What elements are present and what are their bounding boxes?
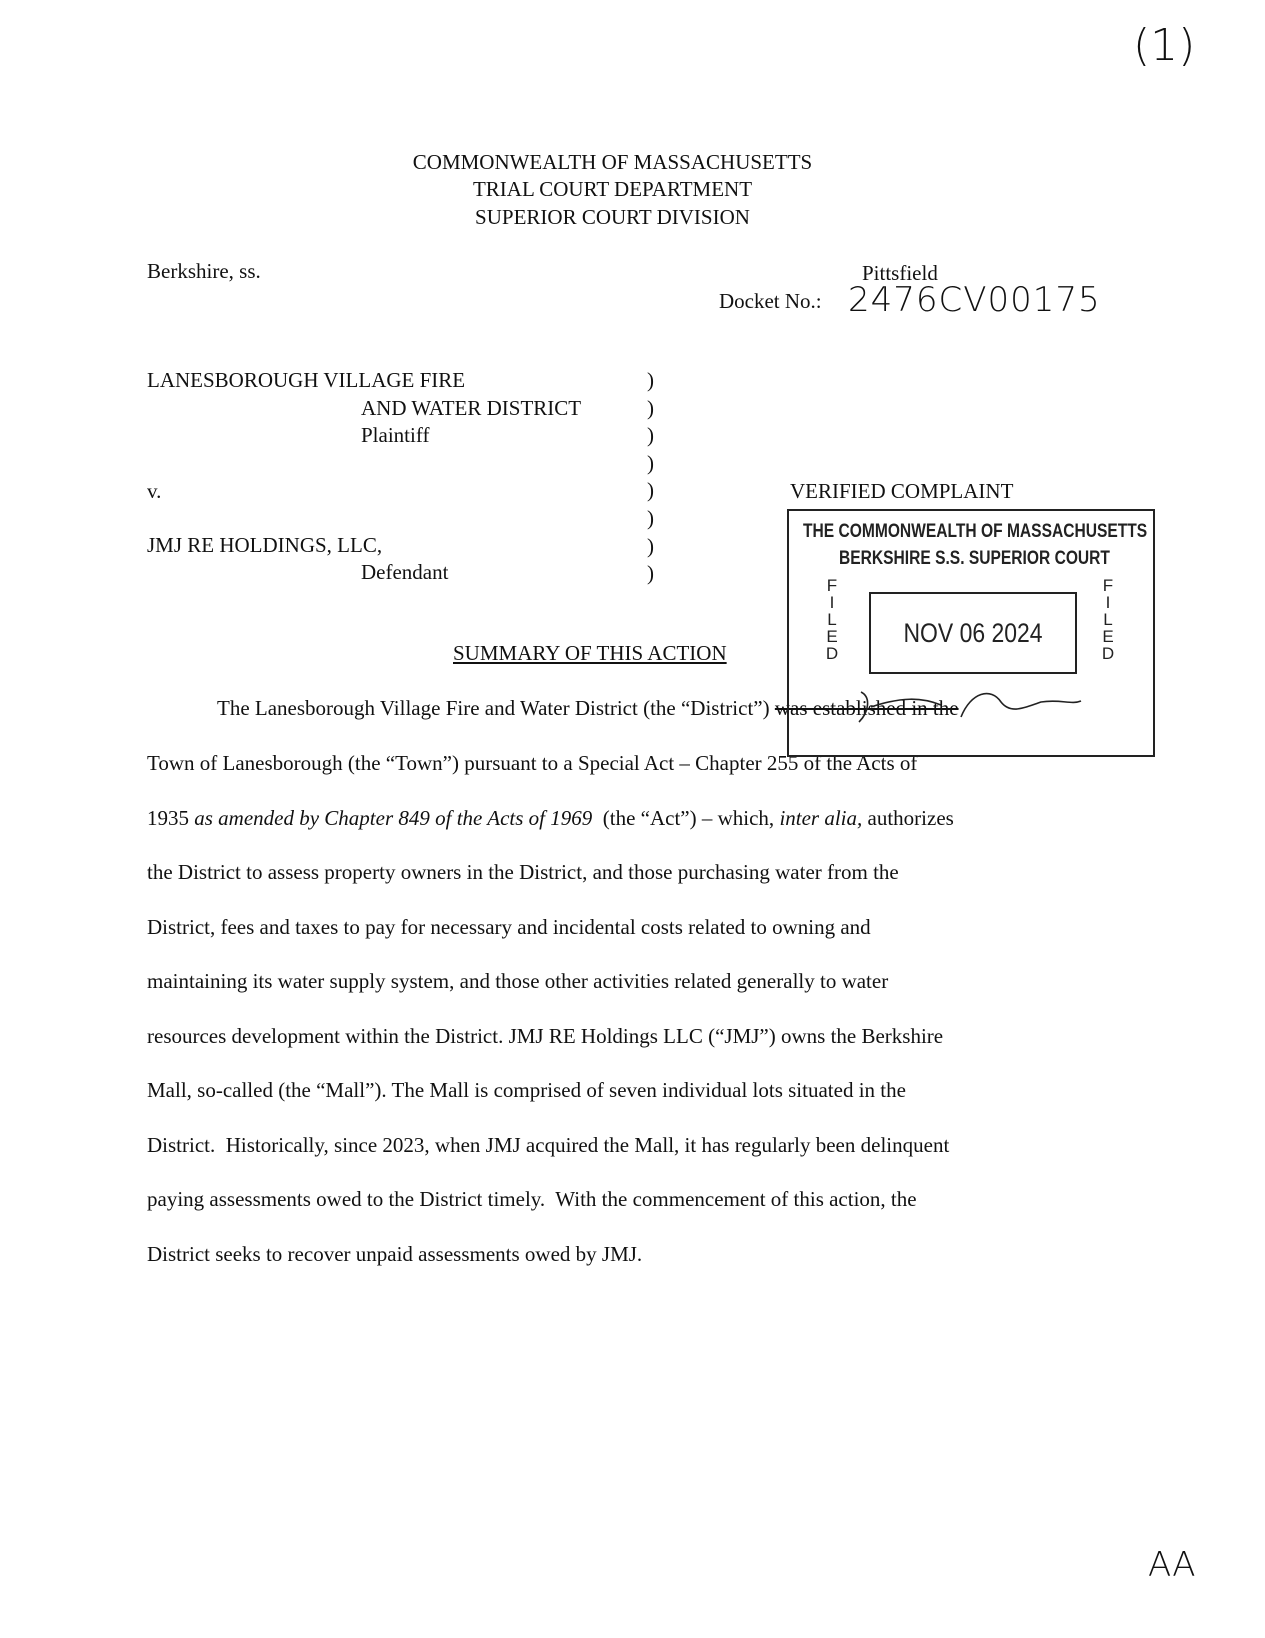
caption-paren: ) [647,450,654,475]
stamp-date: NOV 06 2024 [903,618,1043,648]
docket-label: Docket No.: [719,289,822,313]
body-line [147,915,871,940]
body-text: Mall, so-called (the “Mall”). The Mall is comprised of seven individual lots situated in the [147,1078,906,1102]
page-number-handwritten: (1) [1133,20,1196,71]
body-text: District. Historically, since 2023, when JMJ acquired the Mall, it has regularly been delinquent [147,1132,950,1157]
caption-paren: ) [647,423,654,448]
header-line: SUPERIOR COURT DIVISION [475,205,750,229]
plaintiff-name-cont: AND WATER DISTRICT [361,396,582,420]
body-text: District seeks to recover unpaid assessments owed by JMJ. [147,1241,643,1266]
body-text: (the “Act”) – which, [592,805,780,830]
italic-text: inter alia, [779,805,863,830]
plaintiff-name: LANESBOROUGH VILLAGE FIRE [147,368,466,392]
document-title: VERIFIED COMPLAINT [790,479,1014,503]
stamp-filed-letter: F [826,576,838,595]
body-line [147,1187,917,1212]
stamp-filed-right [1101,577,1115,662]
body-text: District, fees and taxes to pay for necessary and incidental costs related to owning and [147,914,871,939]
stamp-filed-letter: E [826,627,838,646]
defendant-name: JMJ RE HOLDINGS, LLC, [147,533,383,557]
body-text: maintaining its water supply system, and those other activities related generally to water [147,969,889,993]
body-line [147,1242,642,1267]
caption-paren: ) [647,395,654,420]
stamp-filed-letter: L [827,610,837,629]
docket-number-handwritten: 2476CV00175 [848,280,1101,320]
caption-paren: ) [647,478,654,503]
versus: v. [147,479,162,503]
body-line [147,806,954,831]
caption-paren: ) [647,533,654,558]
county: Berkshire, ss. [147,259,261,283]
body-text: 1935 [147,805,195,830]
stamp-date-box [869,592,1077,674]
stamp-filed-letter: I [1105,593,1111,612]
court-location: Pittsfield [862,261,938,285]
stamp-filed-letter: E [1102,627,1114,646]
caption-paren: ) [647,506,654,530]
defendant-role: Defendant [361,560,449,584]
struck-text: was established in the [774,696,959,720]
header-line: COMMONWEALTH OF MASSACHUSETTS [412,150,813,174]
plaintiff-role: Plaintiff [361,423,430,447]
stamp-line: BERKSHIRE S.S. SUPERIOR COURT [839,548,1110,569]
stamp-line: THE COMMONWEALTH OF MASSACHUSETTS [803,521,1148,542]
section-title: SUMMARY OF THIS ACTION [453,641,727,665]
body-text: resources development within the District. JMJ RE Holdings LLC (“JMJ”) owns the Berkshire [147,1023,944,1048]
body-text: authorizes [862,805,954,830]
body-line [147,1133,949,1158]
body-text: the District to assess property owners in the District, and those purchasing water from the [147,860,899,884]
body-line [147,860,899,885]
body-text: The Lanesborough Village Fire and Water District (the “District”) [217,696,770,720]
body-line [147,1078,906,1103]
body-line [147,1024,943,1049]
caption-paren: ) [647,561,654,586]
stamp-filed-letter: I [829,593,835,612]
stamp-filed-left [825,577,839,662]
stamp-filed-letter: L [1103,610,1113,629]
body-text: Town of Lanesborough (the “Town”) pursuant to a Special Act – Chapter 255 of the Acts of [147,751,918,775]
handwritten-initials-icon [851,687,1091,737]
caption-paren: ) [647,368,654,392]
header-line: TRIAL COURT DEPARTMENT [472,177,753,201]
body-line [147,969,888,994]
page-footer-mark: AA [1148,1545,1196,1585]
body-text: paying assessments owed to the District timely. With the commencement of this action, the [147,1187,917,1211]
stamp-filed-letter: F [1102,576,1114,595]
stamp-filed-letter: D [1101,644,1115,663]
italic-text: as amended by Chapter 849 of the Acts of 1969 [194,805,593,830]
filed-stamp [787,509,1155,757]
stamp-filed-letter: D [825,644,839,663]
